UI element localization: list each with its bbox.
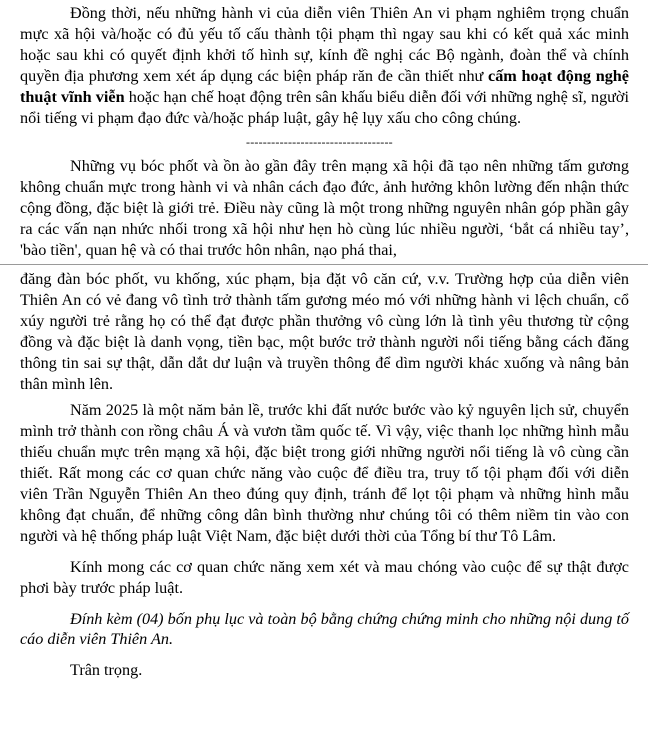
- paragraph-ban-request: [20, 3, 629, 128]
- paragraph-gap: [20, 650, 629, 660]
- paragraph-text: Năm 2025 là một năm bản lề, trước khi đất nước bước vào kỷ nguyên lịch sử, chuyển mình trở thành con rồng châu Á và vươn tầm quốc tế. Vì vậy, việc thanh lọc những hình mẫu thiếu chuẩn mực trên mạng xã hội, đặc biệt trong giới những người nổi tiếng là vô cùng cần thiết. Rất mong các cơ quan chức năng vào cuộc để điều tra, truy tố tội phạm đối với diễn viên Trần Nguyễn Thiên An theo đúng quy định, tránh để lọt tội phạm và những hình mẫu không đạt chuẩn, để những công dân bình thường như chúng tôi có thêm niềm tin vào con người và hệ thống pháp luật Việt Nam, đặc biệt dưới thời của Tổng bí thư Tô Lâm.: [20, 401, 629, 545]
- paragraph-gap: [20, 547, 629, 557]
- paragraph-text: Đính kèm (04) bốn phụ lục và toàn bộ bằng chứng chứng minh cho những nội dung tố cáo diễn viên Thiên An.: [20, 609, 629, 649]
- paragraph-social-impact-continued: [20, 269, 629, 394]
- emphasis-text: cấm hoạt động nghệ thuật vĩnh viễn: [20, 66, 629, 106]
- paragraph-gap: [20, 599, 629, 609]
- paragraph-text: hoặc hạn chế hoạt động trên sân khấu biểu diễn đối với những nghệ sĩ, người nổi tiếng vi phạm đạo đức và/hoặc pháp luật, gây hệ lụy xấu cho công chúng.: [20, 87, 629, 127]
- separator-dashes: -----------------------------------: [246, 135, 393, 150]
- paragraph-text: Những vụ bóc phốt và ồn ào gần đây trên mạng xã hội đã tạo nên những tấm gương không chuẩn mực trong hành vi và nhân cách đạo đức, ảnh hưởng khôn lường đến nhận thức cộng đồng, đặc biệt là giới trẻ. Điều này cũng là một trong những nguyên nhân góp phần gây ra các vấn nạn nhức nhối trong xã hội như hẹn hò cùng lúc nhiều người, ‘bắt cá nhiều tay’, 'bào tiền', quan hệ và có thai trước hôn nhân, nạo phá thai,: [20, 157, 629, 260]
- paragraph-text: đăng đàn bóc phốt, vu khống, xúc phạm, bịa đặt vô căn cứ, v.v. Trường hợp của diễn viên Thiên An có vẻ đang vô tình trở thành tấm gương méo mó với những hành vi lệch chuẩn, cổ xúy người trẻ rằng họ có thể đạt được phần thưởng vô cùng lớn là tình yêu thương từ cộng đồng và đặc biệt là danh vọng, tiền bạc, một bước trở thành người nổi tiếng bằng cách đăng thông tin sai sự thật, dẫn dắt dư luận và truyền thông để dìm người khác xuống và nâng bản thân mình lên.: [20, 269, 629, 393]
- paragraph-text: Kính mong các cơ quan chức năng xem xét và mau chóng vào cuộc để sự thật được phơi bày trước pháp luật.: [20, 557, 629, 597]
- page-break-divider: [0, 264, 648, 267]
- closing-regards: [20, 660, 629, 681]
- section-separator: [20, 131, 629, 156]
- paragraph-attachments: [20, 609, 629, 651]
- paragraph-year-2025: [20, 400, 629, 546]
- paragraph-social-impact: [20, 156, 629, 261]
- paragraph-text: Đồng thời, nếu những hành vi của diễn viên Thiên An vi phạm nghiêm trọng chuẩn mực xã hội và/hoặc có đủ yếu tố cấu thành tội phạm thì ngay sau khi có kết quả xác minh hoặc sau khi có quyết định khởi tố hình sự, kính đề nghị các Bộ ngành, đoàn thể và chính quyền địa phương xem xét áp dụng các biện pháp răn đe cần thiết như: [20, 4, 629, 85]
- paragraph-request-authorities: [20, 557, 629, 599]
- closing-text: Trân trọng.: [70, 661, 143, 680]
